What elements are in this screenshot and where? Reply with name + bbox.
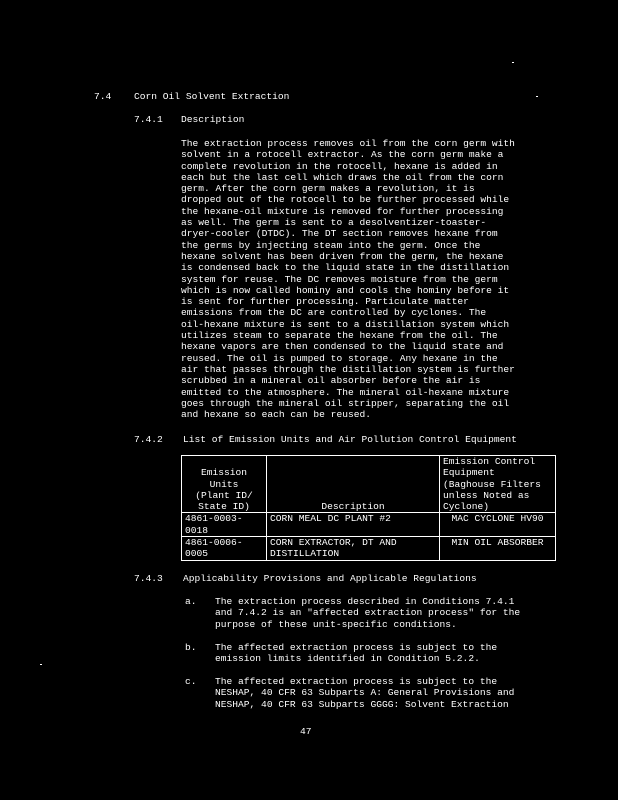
scan-speck — [536, 96, 538, 97]
table-row — [182, 537, 556, 561]
cell-control-equipment: MIN OIL ABSORBER — [440, 537, 556, 561]
cell-description: CORN MEAL DC PLANT #2 — [267, 513, 440, 537]
description-paragraph: The extraction process removes oil from the corn germ with solvent in a rotocell extractor. As the corn germ make a complete revolution in the rotocell, hexane is added in each but the last cell which draws the oil from the corn germ. After the corn germ makes a revolution, it is dropped out of the rotocell to be further processed while the hexane-oil mixture is removed for further processing as well. The germ is sent to a desolventizer-toaster- dryer-cooler (DTDC). The DT section removes hexane from the germs by injecting steam into the germ. Once the hexane solvent has been driven from the germ, the hexane is condensed back to the liquid state in the distillation system for reuse. The DC removes moisture from the germ which is now called hominy and cools the hominy before it is sent for further processing. Particulate matter emissions from the DC are controlled by cyclones. The oil-hexane mixture is sent to a distillation system which utilizes steam to separate the hexane from the oil. The hexane vapors are then condensed to the liquid state and reused. The oil is pumped to storage. Any hexane in the air that passes through the distillation system is further scrubbed in a mineral oil absorber before the air is emitted to the atmosphere. The mineral oil-hexane mixture goes through the mineral oil stripper, separating the oil and hexane so each can be reused. — [181, 138, 515, 421]
list-item-label: a. — [185, 596, 197, 607]
cell-unit-id: 4861-0003- 0018 — [182, 513, 267, 537]
list-item-text: The extraction process described in Conditions 7.4.1 and 7.4.2 is an "affected extraction process" for the purpose of these unit-specific conditions. — [215, 596, 521, 630]
page-number: 47 — [300, 726, 312, 737]
cell-control-equipment: MAC CYCLONE HV90 — [440, 513, 556, 537]
subsection-number: 7.4.2 — [134, 434, 163, 445]
list-item-text: The affected extraction process is subject to the NESHAP, 40 CFR 63 Subparts A: General Provisions and NESHAP, 40 CFR 63 Subparts GGGG: Solvent Extraction — [215, 676, 515, 710]
subsection-title: List of Emission Units and Air Pollution Control Equipment — [183, 434, 517, 445]
scan-speck — [512, 62, 514, 63]
scan-speck — [40, 664, 42, 665]
section-number: 7.4 — [94, 91, 112, 102]
list-item-label: b. — [185, 642, 197, 653]
emission-units-table — [181, 455, 556, 561]
subsection-title: Description — [181, 114, 245, 125]
table-header-row — [182, 456, 556, 513]
list-item-label: c. — [185, 676, 197, 687]
subsection-number: 7.4.1 — [134, 114, 163, 125]
header-control-equipment: Emission Control Equipment (Baghouse Filters unless Noted as Cyclone) — [440, 456, 556, 513]
cell-unit-id: 4861-0006- 0005 — [182, 537, 267, 561]
table-row — [182, 513, 556, 537]
cell-description: CORN EXTRACTOR, DT AND DISTILLATION — [267, 537, 440, 561]
subsection-number: 7.4.3 — [134, 573, 163, 584]
header-emission-units: Emission Units (Plant ID/ State ID) — [182, 456, 267, 513]
list-item-text: The affected extraction process is subject to the emission limits identified in Condition 5.2.2. — [215, 642, 498, 665]
section-title: Corn Oil Solvent Extraction — [134, 91, 290, 102]
header-description: Description — [267, 456, 440, 513]
subsection-title: Applicability Provisions and Applicable Regulations — [183, 573, 477, 584]
